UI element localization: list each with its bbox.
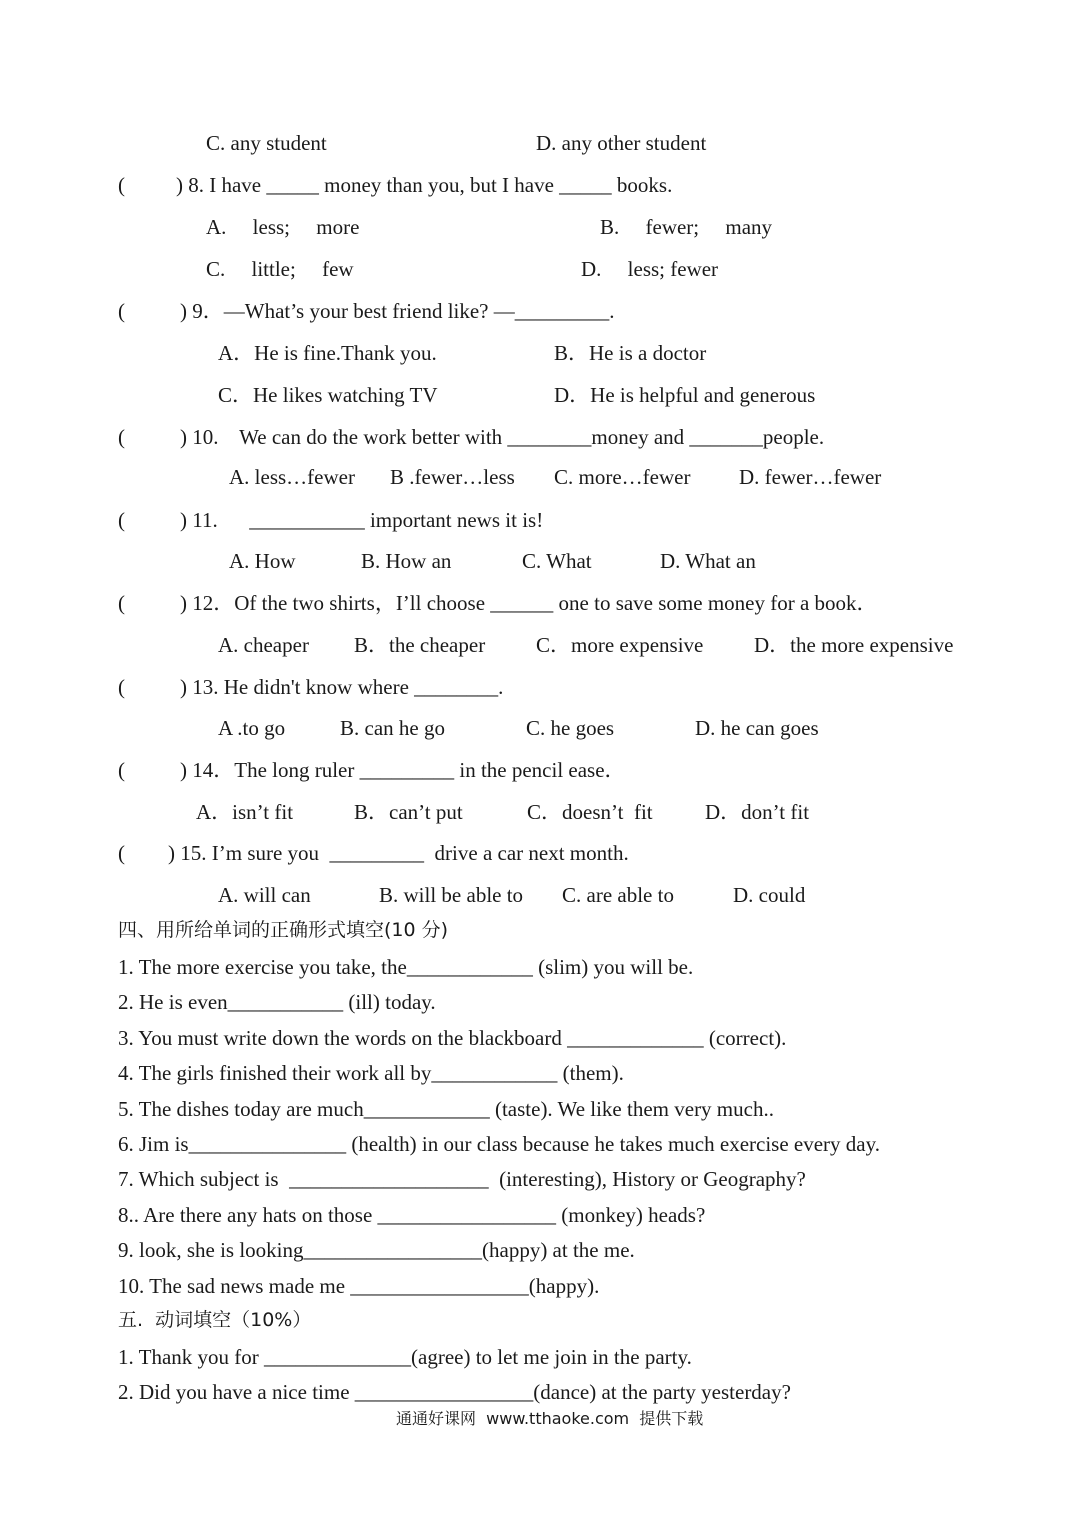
q13-option-d: D. he can goes [695,716,819,740]
question-14-paren: ( [118,758,125,782]
q8-option-c: C. little; few [206,257,354,281]
s4-item-5: 5. The dishes today are much____________ (taste). We like them very much.. [118,1097,774,1121]
question-11-text: ) 11. ___________ important news it is! [180,508,544,532]
question-10-paren: ( [118,425,125,449]
question-15-text: ) 15. I’m sure you _________ drive a car next month. [168,841,629,865]
s4-item-2: 2. He is even___________ (ill) today. [118,990,436,1014]
q7-option-d: D. any other student [536,131,707,155]
q15-option-b: B. will be able to [379,883,524,907]
q15-option-d: D. could [733,883,806,907]
q12-option-d: D．the more expensive [754,633,954,657]
q9-option-c: C．He likes watching TV [218,383,438,407]
question-8-text: ) 8. I have _____ money than you, but I have _____ books. [176,173,673,197]
q13-option-a: A .to go [218,716,286,740]
s4-item-7: 7. Which subject is ___________________ (interesting), History or Geography? [118,1167,806,1191]
question-11-paren: ( [118,508,125,532]
q11-option-b: B. How an [361,549,452,573]
s5-item-2: 2. Did you have a nice time _________________(dance) at the party yesterday? [118,1380,791,1404]
question-13-text: ) 13. He didn't know where ________. [180,675,504,699]
s4-item-3: 3. You must write down the words on the blackboard _____________ (correct). [118,1026,787,1050]
q7-option-c: C. any student [206,131,327,155]
q13-option-c: C. he goes [526,716,615,740]
q15-option-c: C. are able to [562,883,674,907]
section-4-heading: 四、用所给单词的正确形式填空(10 分) [118,919,449,941]
q12-option-a: A. cheaper [218,633,309,657]
section-5-heading: 五. 动词填空（10%） [118,1309,312,1331]
s5-item-1: 1. Thank you for ______________(agree) to let me join in the party. [118,1345,692,1369]
question-10-text: ) 10. We can do the work better with ________money and _______people. [180,425,825,449]
q11-option-a: A. How [229,549,296,573]
s4-item-6: 6. Jim is_______________ (health) in our class because he takes much exercise every day. [118,1132,880,1156]
question-9-paren: ( [118,299,125,323]
q10-option-a: A. less…fewer [229,465,355,489]
q11-option-d: D. What an [660,549,756,573]
question-14-text: ) 14．The long ruler _________ in the pencil ease． [180,758,626,782]
q9-option-b: B．He is a doctor [554,341,707,365]
s4-item-10: 10. The sad news made me _________________(happy). [118,1274,600,1298]
q14-option-d: D．don’t fit [705,800,810,824]
question-12-paren: ( [118,591,125,615]
q12-option-b: B．the cheaper [354,633,486,657]
q13-option-b: B. can he go [340,716,445,740]
q9-option-a: A．He is fine.Thank you. [218,341,437,365]
q14-option-c: C．doesn’t fit [527,800,653,824]
q9-option-d: D．He is helpful and generous [554,383,816,407]
s4-item-1: 1. The more exercise you take, the____________ (slim) you will be. [118,955,694,979]
q10-option-d: D. fewer…fewer [739,465,882,489]
question-13-paren: ( [118,675,125,699]
q10-option-b: B .fewer…less [390,465,515,489]
q12-option-c: C．more expensive [536,633,704,657]
q8-option-d: D. less; fewer [581,257,719,281]
question-12-text: ) 12．Of the two shirts，I’ll choose ______ one to save some money for a book． [180,591,878,615]
q14-option-a: A．isn’t fit [196,800,294,824]
page-footer: 通通好课网 www.tthaoke.com 提供下载 [396,1409,704,1428]
q15-option-a: A. will can [218,883,311,907]
question-15-paren: ( [118,841,125,865]
q8-option-a: A. less; more [206,215,360,239]
question-9-text: ) 9．—What’s your best friend like? —_________. [180,299,615,323]
s4-item-9: 9. look, she is looking_________________(happy) at the me. [118,1238,635,1262]
s4-item-4: 4. The girls finished their work all by____________ (them). [118,1061,624,1085]
q10-option-c: C. more…fewer [554,465,691,489]
q8-option-b: B. fewer; many [600,215,773,239]
q14-option-b: B．can’t put [354,800,463,824]
s4-item-8: 8.. Are there any hats on those _________________ (monkey) heads? [118,1203,706,1227]
question-8-paren: ( [118,173,125,197]
q11-option-c: C. What [522,549,592,573]
